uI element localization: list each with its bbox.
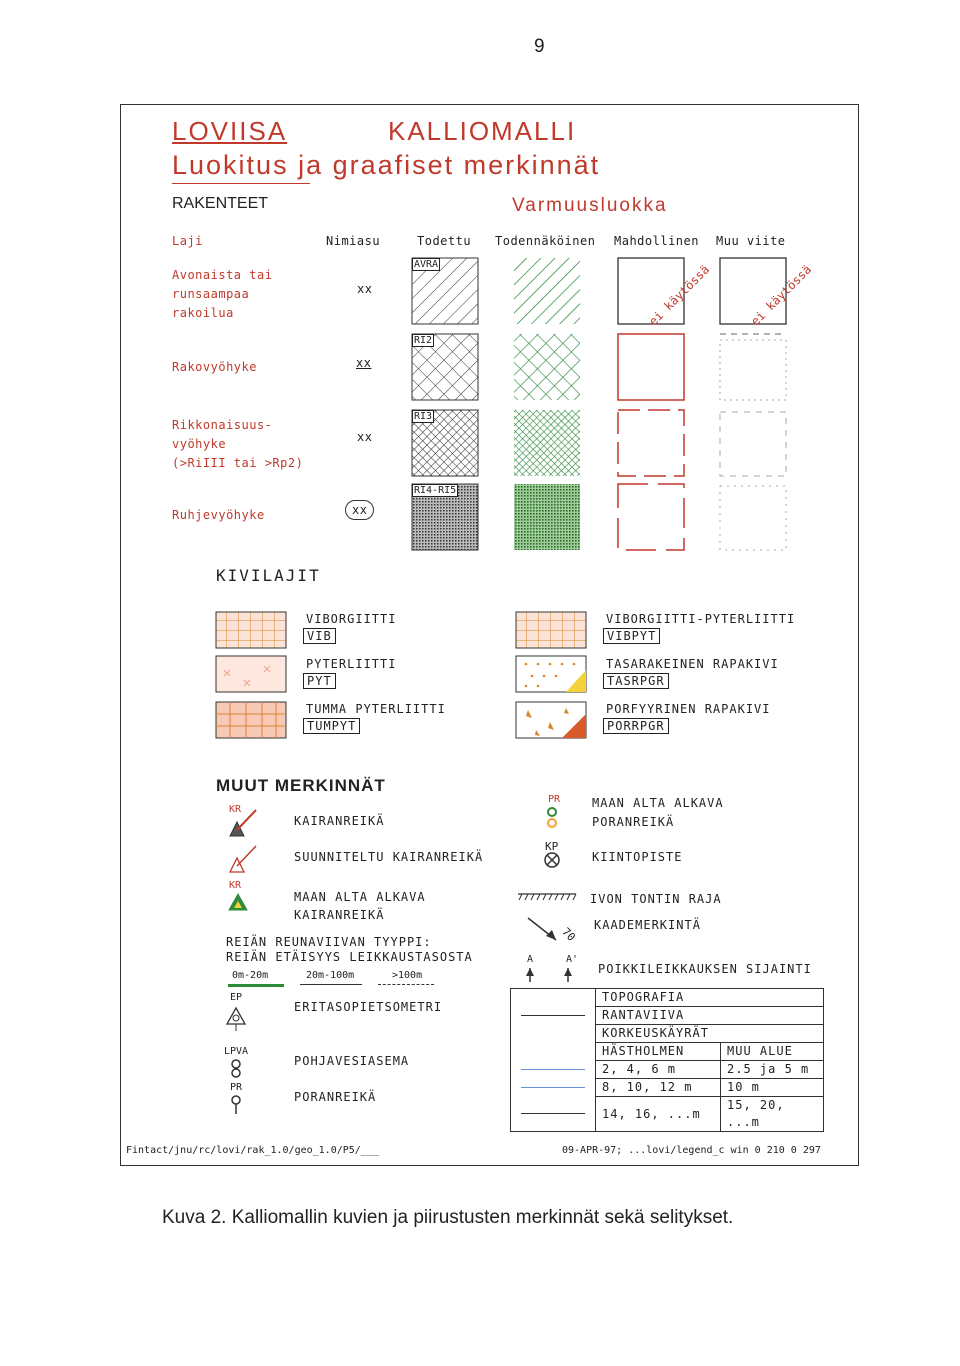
kivilaji-pyt-name: PYTERLIITTI [306, 657, 397, 671]
todettu-symbols [410, 258, 482, 554]
title-underline [172, 183, 310, 184]
poikkileikkaus-label: POIKKILEIKKAUKSEN SIJAINTI [598, 962, 812, 976]
row-label-rikkonaisuus: Rikkonaisuus- vyöhyke (>RiIII tai >Rp2) [172, 418, 304, 470]
suunniteltu-label: SUUNNITELTU KAIRANREIKÄ [294, 850, 484, 864]
cross-section-icon [522, 966, 578, 986]
underground-drillhole-icon [226, 890, 256, 912]
not-used-label-1: ei käytössä [646, 262, 713, 329]
topo-row6-a: 14, 16, ...m [596, 1097, 721, 1132]
topo-hastholmen: HÄSTHOLMEN [596, 1043, 721, 1061]
kairanreika-label: KAIRANREIKÄ [294, 814, 385, 828]
col-mahdollinen: Mahdollinen [614, 234, 699, 248]
distance-20-100-line [300, 984, 362, 985]
kivilaji-swatches-left [214, 610, 290, 740]
kr-label-2: KR [229, 880, 242, 891]
topo-row5-a: 8, 10, 12 m [596, 1079, 721, 1097]
kiintopiste-label: KIINTOPISTE [592, 850, 683, 864]
col-nimiasu: Nimiasu [326, 234, 381, 248]
row-name-rikkonaisuus: xx [357, 430, 373, 444]
row-label-rakovyohyke: Rakovyöhyke [172, 360, 257, 374]
page-number: 9 [534, 36, 545, 57]
eritaso-label: ERITASOPIETSOMETRI [294, 1000, 443, 1014]
ep-label: EP [230, 992, 243, 1003]
mahdollinen-symbols [614, 256, 713, 556]
poranreika-label: PORANREIKÄ [294, 1090, 377, 1104]
drillhole-icon [226, 806, 262, 840]
kivilaji-vib-code: VIB [303, 628, 336, 644]
kivilaji-tasrpgr-name: TASARAKEINEN RAPAKIVI [606, 657, 779, 671]
kivilaji-porrpgr-code: PORRPGR [603, 718, 669, 734]
ivon-tontin-raja-label: IVON TONTIN RAJA [590, 892, 722, 906]
topo-row5-b: 10 m [721, 1079, 824, 1097]
planned-drillhole-icon [226, 842, 262, 876]
pr-label-1: PR [230, 1082, 243, 1093]
piezometer-icon [224, 1004, 250, 1032]
footer-stamp: 09-APR-97; ...lovi/legend_c win 0 210 0 297 [562, 1145, 821, 1156]
section-heading: RAKENTEET [172, 195, 269, 212]
row-name-ruhjevyohyke: xx [345, 500, 374, 520]
reian-etaisyys-label: REIÄN ETÄISYYS LEIKKAUSTASOSTA [226, 950, 473, 964]
col-todettu: Todettu [417, 234, 472, 248]
groundwater-station-icon [228, 1058, 246, 1080]
kivilaji-vib-name: VIBORGIITTI [306, 612, 397, 626]
kivilaji-tumpyt-name: TUMMA PYTERLIITTI [306, 702, 446, 716]
pohjavesi-label: POHJAVESIASEMA [294, 1054, 410, 1068]
footer-path: Fintact/jnu/rc/lovi/rak_1.0/geo_1.0/P5/___ [126, 1145, 379, 1156]
todennakoinen-symbols [512, 258, 584, 554]
code-avra: AVRA [414, 259, 439, 270]
muut-heading: MUUT MERKINNÄT [216, 776, 386, 795]
topo-muu-alue: MUU ALUE [721, 1043, 824, 1061]
topo-row6-b: 15, 20, ...m [721, 1097, 824, 1132]
title-model: KALLIOMALLI [388, 116, 577, 146]
row-label-ruhjevyohyke: Ruhjevyöhyke [172, 508, 265, 522]
reian-tyyppi-label: REIÄN REUNAVIIVAN TYYPPI: [226, 935, 432, 949]
lpva-label: LPVA [224, 1046, 249, 1057]
kaademerkinta-label: KAADEMERKINTÄ [594, 918, 701, 932]
section-a-label: A [527, 954, 534, 965]
kp-label: KP [545, 840, 559, 853]
borehole-icon [228, 1094, 246, 1116]
distance-100-line [378, 984, 434, 985]
topography-table [510, 988, 824, 1132]
col-muu-viite: Muu viite [716, 234, 786, 248]
topo-topografia: TOPOGRAFIA [596, 989, 824, 1007]
code-ri2: RI2 [414, 335, 433, 346]
title-place: LOVIISA [172, 116, 288, 146]
code-ri45: RI4-RI5 [414, 485, 457, 496]
kivilaji-vibpyt-name: VIBORGIITTI-PYTERLIITTI [606, 612, 796, 626]
maan-alta-poran-label: MAAN ALTA ALKAVA PORANREIKÄ [592, 796, 724, 829]
figure-caption: Kuva 2. Kalliomallin kuvien ja piirustusten merkinnät sekä selitykset. [162, 1207, 734, 1228]
title-subtitle: Luokitus ja graafiset merkinnät [172, 150, 601, 180]
muu-viite-symbols [716, 256, 815, 556]
kivilaji-porrpgr-name: PORFYYRINEN RAPAKIVI [606, 702, 771, 716]
kr-label-1: KR [229, 804, 242, 815]
pr-label-2: PR [548, 794, 561, 805]
code-ri3: RI3 [414, 411, 433, 422]
row-name-rakovyohyke: xx [356, 356, 372, 370]
kivilaji-tasrpgr-code: TASRPGR [603, 673, 669, 689]
kivilaji-swatches-right [514, 610, 590, 740]
distance-100: >100m [392, 970, 423, 981]
dip-arrow-icon [526, 914, 562, 948]
distance-20-100: 20m-100m [306, 970, 355, 981]
kivilaji-vibpyt-code: VIBPYT [603, 628, 660, 644]
topo-rantaviiva: RANTAVIIVA [596, 1007, 824, 1025]
section-a-prime-label: A' [566, 954, 579, 965]
fixed-point-icon [542, 850, 562, 870]
boundary-line-icon [516, 890, 578, 904]
certainty-heading: Varmuusluokka [512, 195, 668, 216]
row-name-avonaista: xx [357, 282, 373, 296]
distance-0-20: 0m-20m [232, 970, 269, 981]
kaade-value: 70 [559, 925, 578, 944]
underground-borehole-icon [544, 806, 562, 832]
distance-0-20-line [228, 984, 284, 987]
topo-row4-a: 2, 4, 6 m [596, 1061, 721, 1079]
kivilajit-heading: KIVILAJIT [216, 566, 321, 585]
topo-korkeuskayrat: KORKEUSKÄYRÄT [596, 1025, 824, 1043]
kivilaji-tumpyt-code: TUMPYT [303, 718, 360, 734]
kivilaji-pyt-code: PYT [303, 673, 336, 689]
col-laji: Laji [172, 234, 203, 248]
topo-row4-b: 2.5 ja 5 m [721, 1061, 824, 1079]
col-todennakoinen: Todennäköinen [495, 234, 596, 248]
maan-alta-kair-label: MAAN ALTA ALKAVA KAIRANREIKÄ [294, 890, 426, 922]
not-used-label-2: ei käytössä [748, 262, 815, 329]
row-label-avonaista: Avonaista tai runsaampaa rakoilua [172, 268, 273, 320]
